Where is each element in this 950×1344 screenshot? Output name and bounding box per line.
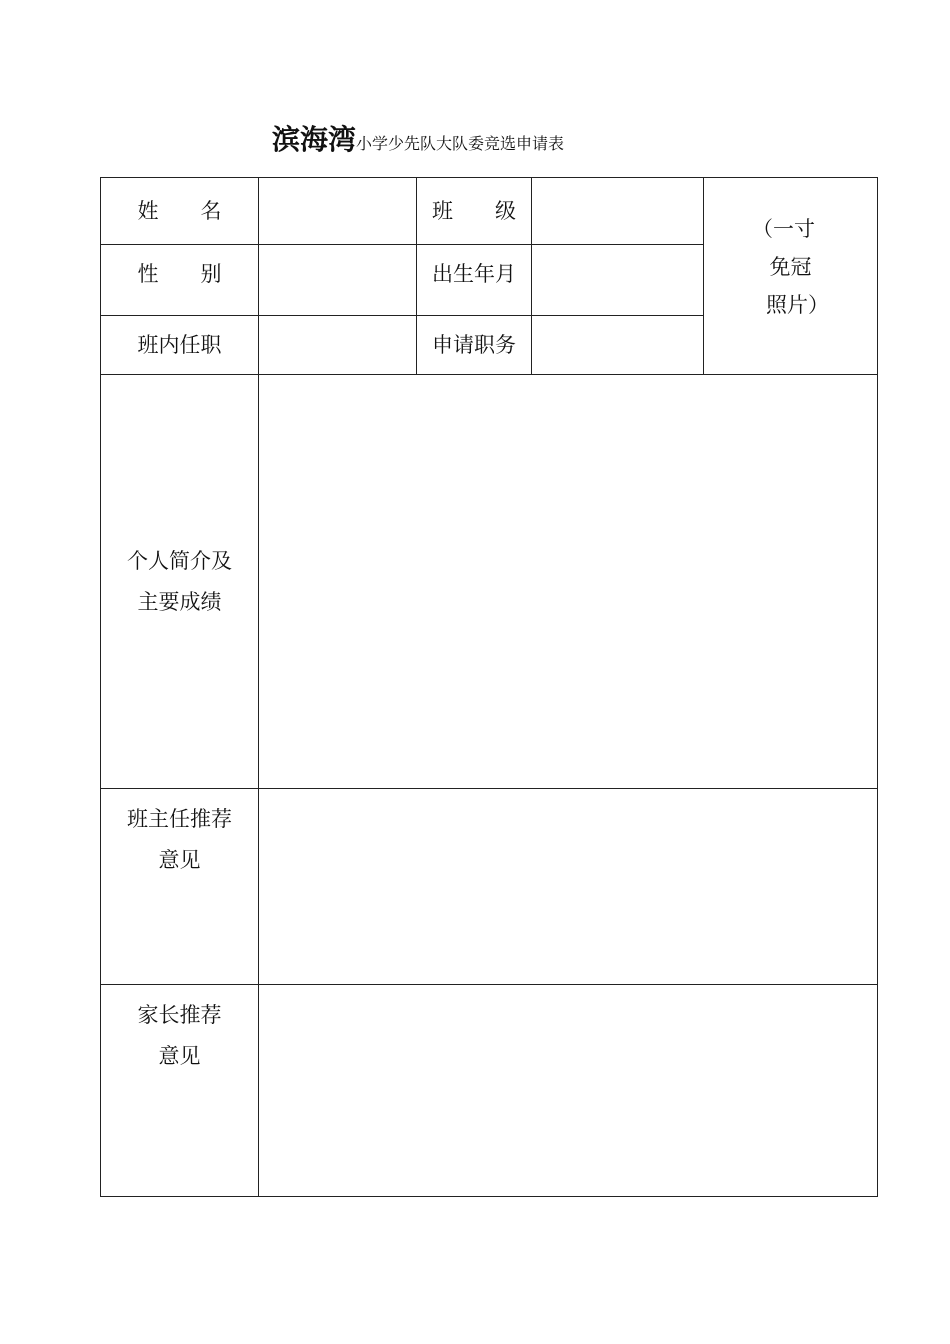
parent-label-line-1: 家长推荐 [137, 1003, 222, 1027]
apply-role-label [416, 315, 532, 375]
parent-opinion-field[interactable] [258, 984, 878, 1197]
photo-placeholder[interactable] [703, 177, 878, 375]
intro-label-line-2: 主要成绩 [137, 589, 222, 614]
form-subtitle: 小学少先队大队委竞选申请表 [356, 134, 565, 153]
form-title [272, 118, 564, 158]
gender-label [100, 244, 259, 316]
birth-field[interactable] [531, 244, 704, 316]
teacher-label-line-1: 班主任推荐 [127, 807, 232, 831]
apply-role-field[interactable] [531, 315, 704, 375]
class-field[interactable] [531, 177, 704, 245]
school-name: 滨海湾 [272, 123, 357, 156]
class-label [416, 177, 532, 245]
intro-field[interactable] [258, 374, 878, 789]
teacher-opinion-label [100, 788, 259, 985]
class-role-field[interactable] [258, 315, 417, 375]
birth-label-text: 出生年月 [432, 261, 516, 286]
teacher-opinion-field[interactable] [258, 788, 878, 985]
name-field[interactable] [258, 177, 417, 245]
name-label [100, 177, 259, 245]
application-form-table [100, 177, 878, 1197]
parent-label-line-2: 意见 [158, 1044, 201, 1068]
gender-label-text: 性 别 [137, 261, 222, 286]
photo-line-2: 免冠 [769, 255, 812, 279]
class-role-label [100, 315, 259, 375]
gender-field[interactable] [258, 244, 417, 316]
teacher-label-line-2: 意见 [158, 848, 201, 872]
photo-line-3: 照片） [766, 293, 829, 317]
class-role-label-text: 班内任职 [137, 332, 222, 357]
parent-opinion-label [100, 984, 259, 1197]
apply-role-label-text: 申请职务 [432, 332, 516, 357]
intro-label-line-1: 个人简介及 [127, 548, 232, 573]
class-label-text: 班 级 [432, 198, 516, 223]
name-label-text: 姓 名 [137, 198, 222, 223]
intro-label [100, 374, 259, 789]
birth-label [416, 244, 532, 316]
photo-line-1: （一寸 [752, 217, 815, 241]
